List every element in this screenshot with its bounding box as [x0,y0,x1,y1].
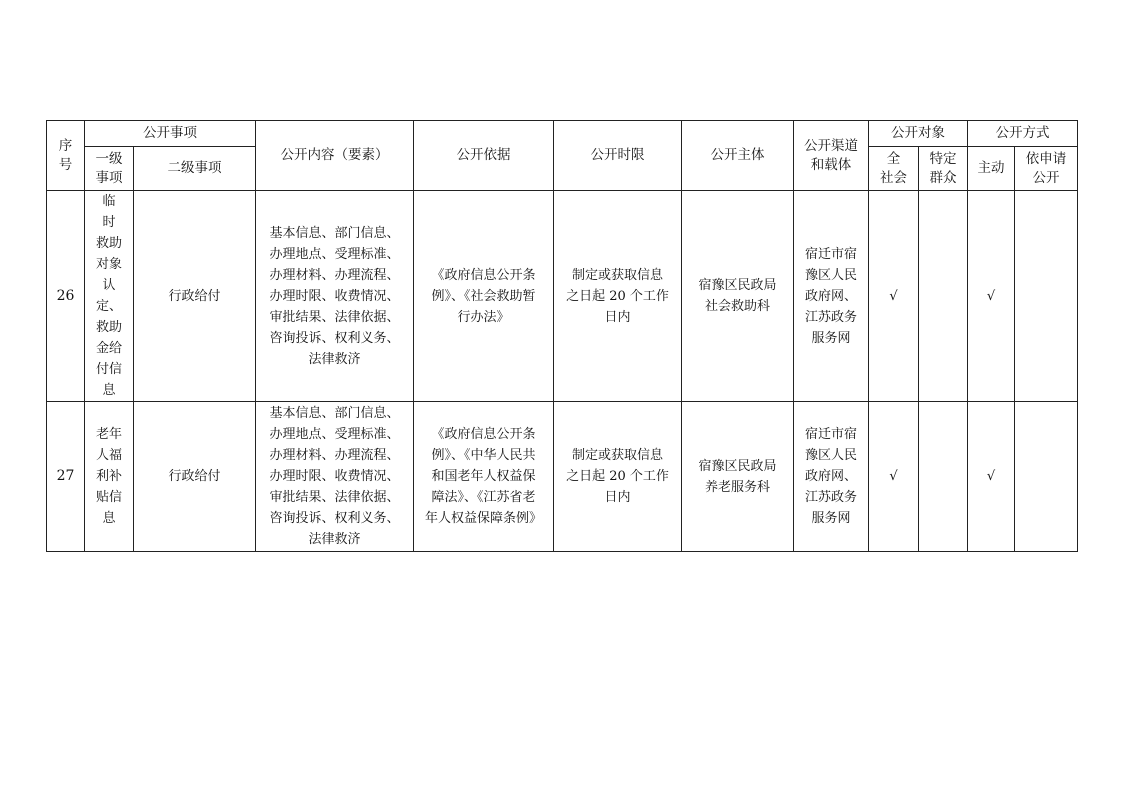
header-seq: 序 号 [47,121,85,191]
row-channel: 宿迁市宿 豫区人民 政府网、 江苏政务 服务网 [794,191,869,402]
row-seq: 27 [47,402,85,552]
row-content: 基本信息、部门信息、 办理地点、受理标准、 办理材料、办理流程、 办理时限、收费情况、 审批结果、法律依据、 咨询投诉、权利义务、 法律救济 [256,191,414,402]
header-basis: 公开依据 [414,121,554,191]
header-on-request: 依申请 公开 [1015,147,1078,191]
row-level2: 行政给付 [134,191,256,402]
row-subject: 宿豫区民政局 社会救助科 [682,191,794,402]
row-content: 基本信息、部门信息、 办理地点、受理标准、 办理材料、办理流程、 办理时限、收费情况、 审批结果、法律依据、 咨询投诉、权利义务、 法律救济 [256,402,414,552]
row-whole-society-check: √ [869,402,919,552]
header-specific-group: 特定 群众 [919,147,968,191]
disclosure-table [46,120,1078,552]
row-level1: 临 时 救助 对象 认 定、 救助 金给 付信 息 [85,191,134,402]
row-on-request-check [1015,402,1078,552]
row-basis: 《政府信息公开条 例》、《中华人民共 和国老年人权益保 障法》、《江苏省老 年人权益保障条例》 [414,402,554,552]
table-row [47,191,1078,402]
row-whole-society-check: √ [869,191,919,402]
header-whole-society: 全 社会 [869,147,919,191]
row-specific-group-check [919,191,968,402]
row-level2: 行政给付 [134,402,256,552]
table-row [47,402,1078,552]
header-subject: 公开主体 [682,121,794,191]
row-channel: 宿迁市宿 豫区人民 政府网、 江苏政务 服务网 [794,402,869,552]
header-channel: 公开渠道 和载体 [794,121,869,191]
row-time-limit: 制定或获取信息 之日起 20 个工作 日内 [554,191,682,402]
row-basis: 《政府信息公开条 例》、《社会救助暂 行办法》 [414,191,554,402]
row-subject: 宿豫区民政局 养老服务科 [682,402,794,552]
header-target: 公开对象 [869,121,968,147]
header-time-limit: 公开时限 [554,121,682,191]
header-items: 公开事项 [85,121,256,147]
header-level2: 二级事项 [134,147,256,191]
header-content: 公开内容（要素） [256,121,414,191]
row-level1: 老年 人福 利补 贴信 息 [85,402,134,552]
row-time-limit: 制定或获取信息 之日起 20 个工作 日内 [554,402,682,552]
header-method: 公开方式 [968,121,1078,147]
row-on-request-check [1015,191,1078,402]
row-active-check: √ [968,191,1015,402]
header-level1: 一级 事项 [85,147,134,191]
row-seq: 26 [47,191,85,402]
row-specific-group-check [919,402,968,552]
header-active: 主动 [968,147,1015,191]
row-active-check: √ [968,402,1015,552]
